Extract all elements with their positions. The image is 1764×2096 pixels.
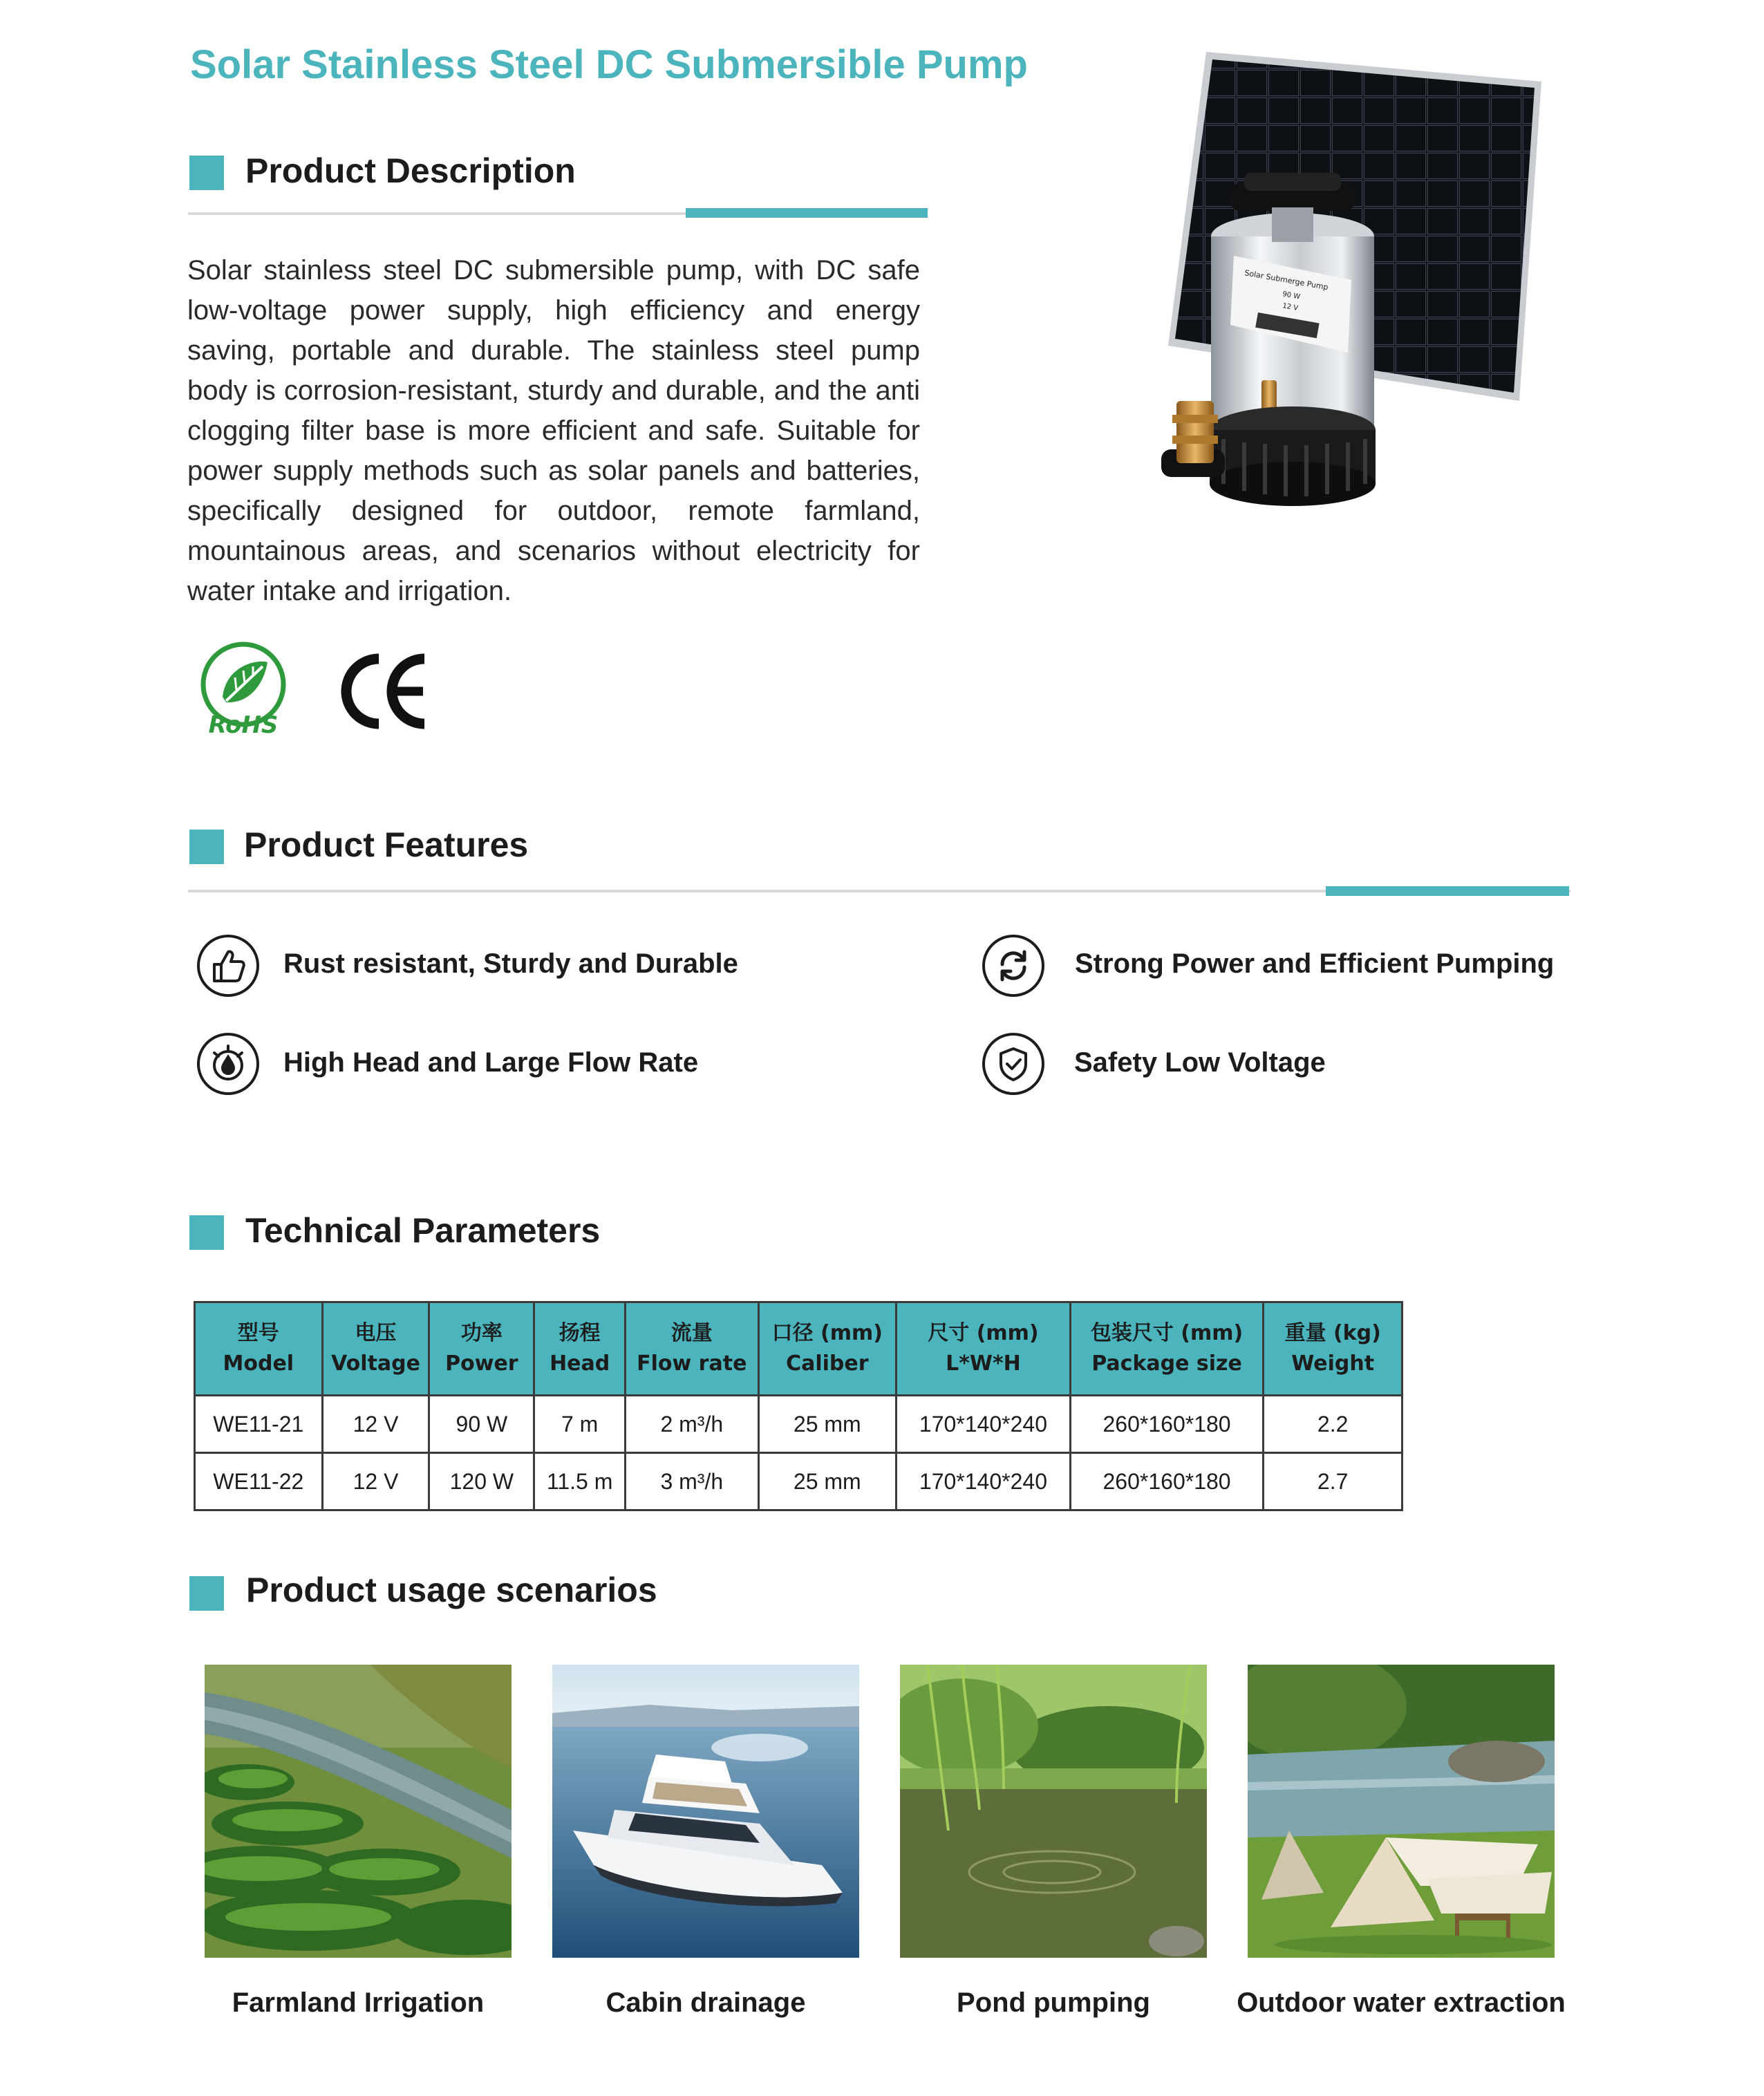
rohs-logo bbox=[195, 642, 292, 738]
features-marker bbox=[189, 830, 224, 864]
pump-label-name: Solar Submerge Pump bbox=[1244, 268, 1329, 292]
shield-check-icon bbox=[982, 1033, 1044, 1095]
cell-size: 170*140*240 bbox=[897, 1396, 1071, 1453]
feature-label: Rust resistant, Sturdy and Durable bbox=[283, 948, 738, 979]
cell-model: WE11-21 bbox=[195, 1396, 323, 1453]
ce-c-icon bbox=[346, 659, 379, 724]
description-rule-accent bbox=[686, 208, 928, 218]
cell-weight: 2.2 bbox=[1264, 1396, 1402, 1453]
header-size: 尺寸 (mm) L*W*H bbox=[897, 1302, 1071, 1396]
cell-package-size: 260*160*180 bbox=[1070, 1453, 1264, 1510]
scenarios-heading: Product usage scenarios bbox=[246, 1571, 657, 1609]
scenarios-marker bbox=[189, 1576, 224, 1611]
table-header-row bbox=[195, 1302, 1402, 1396]
page-title: Solar Stainless Steel DC Submersible Pump bbox=[190, 42, 1028, 87]
cell-power: 90 W bbox=[429, 1396, 534, 1453]
parameters-heading: Technical Parameters bbox=[245, 1211, 601, 1250]
scenario-caption: Cabin drainage bbox=[606, 1987, 806, 2018]
description-marker bbox=[189, 156, 224, 190]
table-row bbox=[195, 1453, 1402, 1510]
header-power: 功率 Power bbox=[429, 1302, 534, 1396]
ce-logo bbox=[339, 653, 432, 729]
cell-weight: 2.7 bbox=[1264, 1453, 1402, 1510]
pump-label-voltage: 12 V bbox=[1282, 302, 1299, 312]
cell-caliber: 25 mm bbox=[758, 1396, 897, 1453]
cell-flow-rate: 3 m³/h bbox=[626, 1453, 758, 1510]
cell-caliber: 25 mm bbox=[758, 1453, 897, 1510]
refresh-icon bbox=[982, 935, 1044, 997]
cell-package-size: 260*160*180 bbox=[1070, 1396, 1264, 1453]
pond-photo bbox=[900, 1665, 1207, 1958]
thumbs-up-icon bbox=[197, 935, 259, 997]
header-package-size: 包装尺寸 (mm) Package size bbox=[1070, 1302, 1264, 1396]
scenario-caption: Outdoor water extraction bbox=[1237, 1987, 1566, 2018]
parameters-marker bbox=[189, 1215, 224, 1250]
cell-size: 170*140*240 bbox=[897, 1453, 1071, 1510]
solar-pump-illustration bbox=[1141, 41, 1555, 512]
cell-voltage: 12 V bbox=[322, 1453, 429, 1510]
features-heading: Product Features bbox=[244, 825, 529, 864]
scenario-caption: Pond pumping bbox=[957, 1987, 1150, 2018]
feature-label: High Head and Large Flow Rate bbox=[283, 1047, 699, 1078]
cell-power: 120 W bbox=[429, 1453, 534, 1510]
description-heading: Product Description bbox=[245, 151, 576, 190]
rohs-text: RoHS bbox=[208, 711, 279, 738]
parameters-table bbox=[194, 1301, 1403, 1511]
header-weight: 重量 (kg) Weight bbox=[1264, 1302, 1402, 1396]
product-image bbox=[1141, 41, 1555, 512]
header-voltage: 电压 Voltage bbox=[322, 1302, 429, 1396]
header-caliber: 口径 (mm) Caliber bbox=[758, 1302, 897, 1396]
cell-head: 11.5 m bbox=[534, 1453, 626, 1510]
feature-label: Safety Low Voltage bbox=[1074, 1047, 1326, 1078]
feature-label: Strong Power and Efficient Pumping bbox=[1075, 948, 1555, 979]
cell-model: WE11-22 bbox=[195, 1453, 323, 1510]
scenario-caption: Farmland Irrigation bbox=[232, 1987, 485, 2018]
boat-photo bbox=[552, 1665, 859, 1958]
water-drop-icon bbox=[197, 1033, 259, 1095]
cell-flow-rate: 2 m³/h bbox=[626, 1396, 758, 1453]
header-flow-rate: 流量 Flow rate bbox=[626, 1302, 758, 1396]
header-head: 扬程 Head bbox=[534, 1302, 626, 1396]
cell-head: 7 m bbox=[534, 1396, 626, 1453]
description-text: Solar stainless steel DC submersible pump, with DC safe low-voltage power supply, high efficiency and energy saving, portable and durable. The stainless steel pump body is corrosion-resistant, sturdy and durable, and the anti clogging filter base is more efficient and safe. Suitable for power supply methods such as solar panels and batteries, specifically designed for outdoor, remote farmland, mountainous areas, and scenarios without electricity for water intake and irrigation. bbox=[187, 255, 920, 606]
pump-label-power: 90 W bbox=[1282, 290, 1301, 301]
camping-photo bbox=[1248, 1665, 1555, 1958]
table-row bbox=[195, 1396, 1402, 1453]
features-rule-accent bbox=[1326, 886, 1569, 896]
header-model: 型号 Model bbox=[195, 1302, 323, 1396]
cell-voltage: 12 V bbox=[322, 1396, 429, 1453]
farmland-photo bbox=[205, 1665, 512, 1958]
